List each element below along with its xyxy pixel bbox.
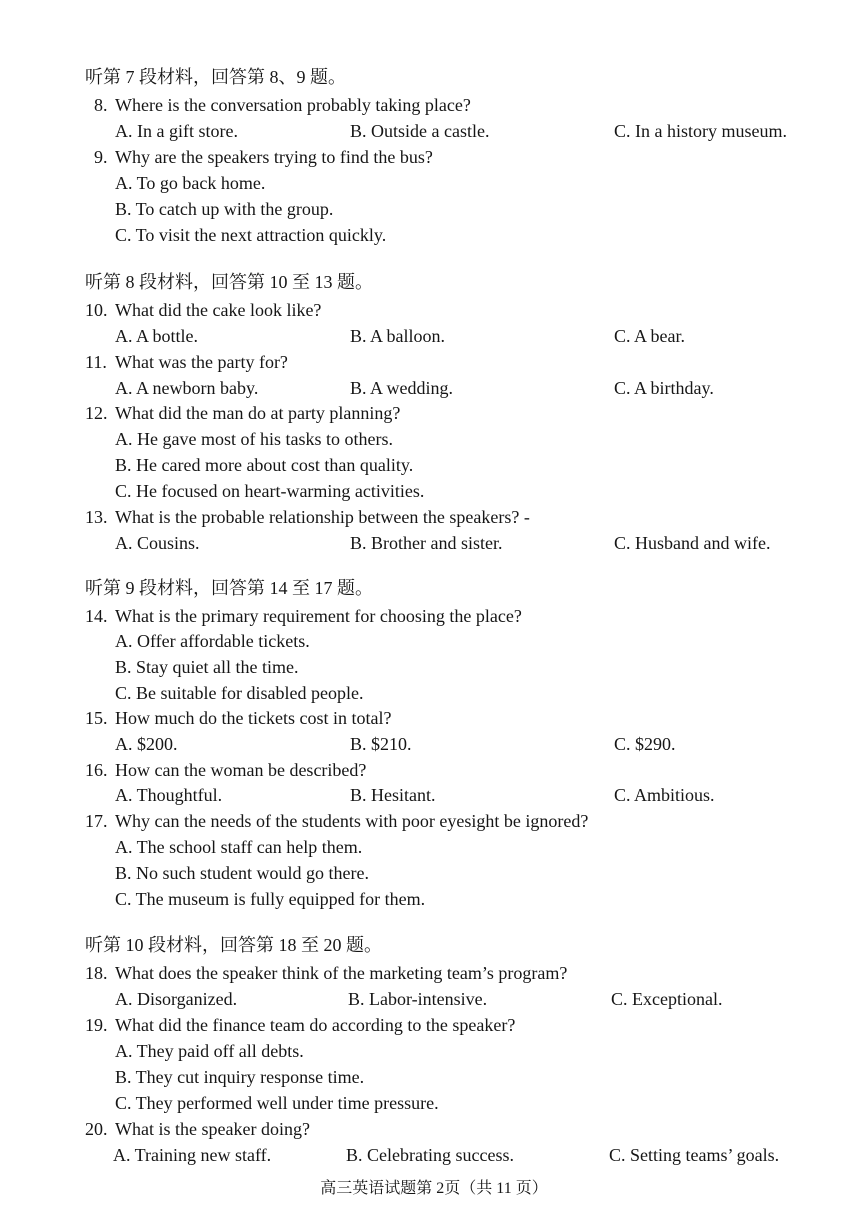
question-text: What was the party for? xyxy=(115,352,288,372)
option-c: C. A bear. xyxy=(614,326,685,346)
option-a: A. Thoughtful. xyxy=(115,785,223,805)
option-b: B. No such student would go there. xyxy=(115,863,369,883)
option-b: B. Celebrating success. xyxy=(346,1145,514,1165)
option-a: A. Offer affordable tickets. xyxy=(115,631,310,651)
question-text: How can the woman be described? xyxy=(115,760,367,780)
option-c: C. They performed well under time pressure. xyxy=(115,1093,439,1113)
option-b: B. He cared more about cost than quality. xyxy=(115,455,414,475)
question-text: What did the finance team do according to the speaker? xyxy=(115,1015,516,1035)
question-text: What is the primary requirement for choosing the place? xyxy=(115,606,522,626)
option-a: A. Disorganized. xyxy=(115,989,238,1009)
question-number: 8. xyxy=(94,95,108,115)
option-b: B. Hesitant. xyxy=(350,785,436,805)
question-text: Why can the needs of the students with poor eyesight be ignored? xyxy=(115,811,589,831)
option-c: C. The museum is fully equipped for them. xyxy=(115,889,426,909)
section-heading: 听第 10 段材料，回答第 18 至 20 题。 xyxy=(85,935,382,955)
option-b: B. They cut inquiry response time. xyxy=(115,1067,365,1087)
question-text: How much do the tickets cost in total? xyxy=(115,708,392,728)
option-a: A. To go back home. xyxy=(115,173,266,193)
question-number: 19. xyxy=(85,1015,108,1035)
option-b: B. To catch up with the group. xyxy=(115,199,334,219)
section-heading: 听第 9 段材料，回答第 14 至 17 题。 xyxy=(85,578,373,598)
question-number: 20. xyxy=(85,1119,108,1139)
option-c: C. Be suitable for disabled people. xyxy=(115,683,364,703)
question-number: 13. xyxy=(85,507,108,527)
option-c: C. Ambitious. xyxy=(614,785,715,805)
question-text: What does the speaker think of the marketing team’s program? xyxy=(115,963,568,983)
option-c: C. In a history museum. xyxy=(614,121,787,141)
question-number: 15. xyxy=(85,708,108,728)
question-number: 10. xyxy=(85,300,108,320)
question-text: What did the man do at party planning? xyxy=(115,403,401,423)
option-b: B. Brother and sister. xyxy=(350,533,503,553)
question-number: 14. xyxy=(85,606,108,626)
question-number: 17. xyxy=(85,811,108,831)
section-heading: 听第 8 段材料，回答第 10 至 13 题。 xyxy=(85,272,373,292)
option-a: A. Training new staff. xyxy=(113,1145,272,1165)
option-c: C. $290. xyxy=(614,734,676,754)
page-footer: 高三英语试题第 2页（共 11 页） xyxy=(320,1180,548,1197)
option-b: B. Labor-intensive. xyxy=(348,989,488,1009)
option-b: B. A wedding. xyxy=(350,378,454,398)
option-a: A. In a gift store. xyxy=(115,121,238,141)
option-b: B. $210. xyxy=(350,734,412,754)
question-text: What is the probable relationship between the speakers? - xyxy=(115,507,530,527)
option-b: B. A balloon. xyxy=(350,326,446,346)
question-number: 11. xyxy=(85,352,107,372)
option-b: B. Outside a castle. xyxy=(350,121,490,141)
option-a: A. The school staff can help them. xyxy=(115,837,363,857)
option-c: C. Setting teams’ goals. xyxy=(609,1145,780,1165)
question-text: What is the speaker doing? xyxy=(115,1119,310,1139)
question-text: Where is the conversation probably taking place? xyxy=(115,95,471,115)
option-c: C. He focused on heart-warming activities. xyxy=(115,481,425,501)
section-heading: 听第 7 段材料，回答第 8、9 题。 xyxy=(85,67,346,87)
question-number: 9. xyxy=(94,147,108,167)
question-number: 18. xyxy=(85,963,108,983)
option-c: C. Husband and wife. xyxy=(614,533,771,553)
option-a: A. A bottle. xyxy=(115,326,199,346)
option-a: A. A newborn baby. xyxy=(115,378,259,398)
option-a: A. $200. xyxy=(115,734,178,754)
option-c: C. To visit the next attraction quickly. xyxy=(115,225,387,245)
option-a: A. Cousins. xyxy=(115,533,200,553)
option-b: B. Stay quiet all the time. xyxy=(115,657,299,677)
question-text: Why are the speakers trying to find the bus? xyxy=(115,147,433,167)
question-number: 12. xyxy=(85,403,108,423)
option-c: C. A birthday. xyxy=(614,378,714,398)
question-text: What did the cake look like? xyxy=(115,300,322,320)
question-number: 16. xyxy=(85,760,108,780)
option-a: A. They paid off all debts. xyxy=(115,1041,304,1061)
option-a: A. He gave most of his tasks to others. xyxy=(115,429,393,449)
option-c: C. Exceptional. xyxy=(611,989,723,1009)
